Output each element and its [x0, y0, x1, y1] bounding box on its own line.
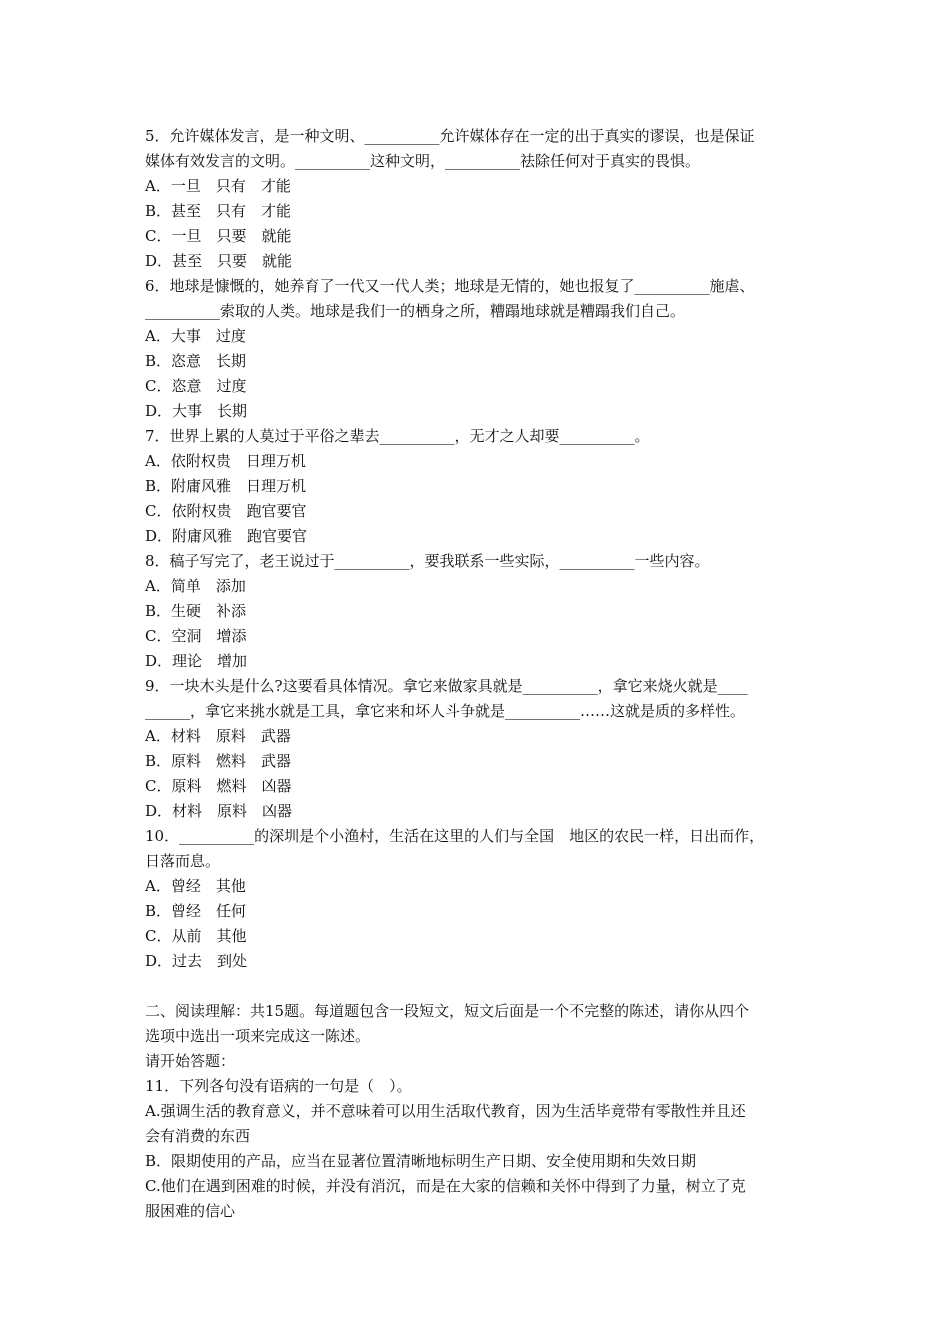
question-stem-line: 8．稿子写完了，老王说过于__________，要我联系一些实际，__________一些内容。: [145, 552, 710, 570]
section-heading-line: 选项中选出一项来完成这一陈述。: [145, 1027, 371, 1045]
section-heading-line: 二、阅读理解：共15题。每道题包含一段短文，短文后面是一个不完整的陈述，请你从四个: [145, 1002, 750, 1020]
question-stem-line: 7．世界上累的人莫过于平俗之辈去__________，无才之人却要__________。: [145, 427, 650, 445]
document-page: [145, 124, 825, 1224]
question-11-stem: 11．下列各句没有语病的一句是（ ）。: [145, 1077, 412, 1095]
option-b: B．生硬 补添: [145, 602, 247, 620]
question-stem-line: 媒体有效发言的文明。__________这种文明，__________祛除任何对于真实的畏惧。: [145, 152, 701, 170]
question-5: [145, 124, 825, 274]
option-d: D．材料 原料 凶器: [145, 802, 293, 820]
section-spacer: [145, 974, 825, 999]
question-7: [145, 424, 825, 549]
option-d: D．过去 到处: [145, 952, 248, 970]
option-d: D．附庸风雅 跑官要官: [145, 527, 308, 545]
option-b: B．附庸风雅 日理万机: [145, 477, 307, 495]
option-d: D．理论 增加: [145, 652, 248, 670]
option-b: B．原料 燃料 武器: [145, 752, 292, 770]
option-c: C．原料 燃料 凶器: [145, 777, 292, 795]
option-d: D．大事 长期: [145, 402, 248, 420]
question-stem-line: 5．允许媒体发言，是一种文明、__________允许媒体存在一定的出于真实的谬误，也是保证: [145, 127, 755, 145]
option-b-line: B．限期使用的产品，应当在显著位置清晰地标明生产日期、安全使用期和失效日期: [145, 1152, 697, 1170]
option-a: A．材料 原料 武器: [145, 727, 291, 745]
option-a-line: A.强调生活的教育意义，并不意味着可以用生活取代教育，因为生活毕竟带有零散性并且还: [145, 1102, 746, 1120]
option-c: C．空洞 增添: [145, 627, 247, 645]
question-8: [145, 549, 825, 674]
question-stem-line: __________索取的人类。地球是我们一的栖身之所，糟蹋地球就是糟蹋我们自己。: [145, 302, 686, 320]
option-d: D．甚至 只要 就能: [145, 252, 293, 270]
question-6: [145, 274, 825, 424]
option-a-line: 会有消费的东西: [145, 1127, 251, 1145]
option-c: C．从前 其他: [145, 927, 247, 945]
option-b: B．甚至 只有 才能: [145, 202, 292, 220]
option-a: A．大事 过度: [145, 327, 246, 345]
option-a: A．一旦 只有 才能: [145, 177, 291, 195]
option-c: C．依附权贵 跑官要官: [145, 502, 307, 520]
start-instruction: 请开始答题：: [145, 1052, 236, 1070]
question-stem-line: 6．地球是慷慨的，她养育了一代又一代人类；地球是无情的，她也报复了__________施虐、: [145, 277, 755, 295]
option-b: B．恣意 长期: [145, 352, 247, 370]
option-b: B．曾经 任何: [145, 902, 247, 920]
question-stem-line: 9．一块木头是什么?这要看具体情况。拿它来做家具就是__________，拿它来烧火就是____: [145, 677, 748, 695]
question-stem-line: 日落而息。: [145, 852, 221, 870]
option-c: C．恣意 过度: [145, 377, 247, 395]
option-a: A．依附权贵 日理万机: [145, 452, 306, 470]
question-9: [145, 674, 825, 824]
question-stem-line: ______，拿它来挑水就是工具，拿它来和坏人斗争就是__________……这就是质的多样性。: [145, 702, 746, 720]
option-a: A．曾经 其他: [145, 877, 246, 895]
option-c-line: 服困难的信心: [145, 1202, 236, 1220]
section-2: [145, 999, 825, 1224]
question-stem-line: 10．__________的深圳是个小渔村，生活在这里的人们与全国 地区的农民一样，日出而作，: [145, 827, 765, 845]
option-c-line: C.他们在遇到困难的时候，并没有消沉，而是在大家的信赖和关怀中得到了力量，树立了克: [145, 1177, 746, 1195]
question-10: [145, 824, 825, 974]
option-a: A．简单 添加: [145, 577, 246, 595]
option-c: C．一旦 只要 就能: [145, 227, 292, 245]
